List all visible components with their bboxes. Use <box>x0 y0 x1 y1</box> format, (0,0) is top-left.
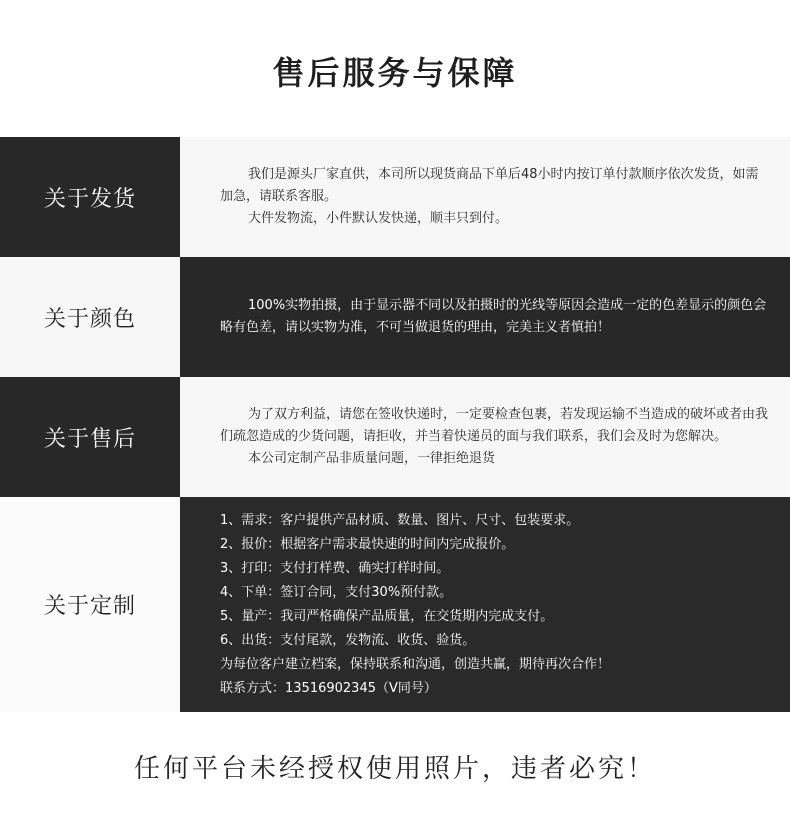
shipping-paragraph: 大件发物流，小件默认发快递，顺丰只到付。 <box>248 211 509 226</box>
section-content-customization <box>180 497 790 712</box>
customization-step: 5、量产：我司严格确保产品质量，在交货期内完成支付。 <box>220 608 554 624</box>
section-shipping <box>0 137 790 257</box>
customization-step: 3、打印：支付打样费、确实打样时间。 <box>220 560 450 576</box>
after-sales-paragraph: 为了双方利益，请您在签收快递时，一定要检查包裹，若发现运输不当造成的破坏或者由我们疏忽造成的少货问题，请拒收，并当着快递员的面与我们联系，我们会及时为您解决。 <box>220 407 769 444</box>
customization-step: 1、需求：客户提供产品材质、数量、图片、尺寸、包装要求。 <box>220 512 580 528</box>
after-sales-paragraph: 本公司定制产品非质量问题，一律拒绝退货 <box>248 451 496 466</box>
color-paragraph: 100%实物拍摄，由于显示器不同以及拍摄时的光线等原因会造成一定的色差显示的颜色会略有色差，请以实物为准，不可当做退货的理由，完美主义者慎拍！ <box>220 298 767 335</box>
customization-step: 2、报价：根据客户需求最快速的时间内完成报价。 <box>220 536 515 552</box>
page-title: 售后服务与保障 <box>272 54 518 92</box>
shipping-paragraph: 我们是源头厂家直供，本司所以现货商品下单后48小时内按订单付款顺序依次发货，如需加急，请联系客服。 <box>220 167 759 204</box>
section-customization <box>0 497 790 712</box>
customization-step: 6、出货：支付尾款，发物流、收货、验货。 <box>220 632 476 648</box>
section-label-after-sales: 关于售后 <box>0 377 180 497</box>
section-after-sales <box>0 377 790 497</box>
section-content-color <box>180 257 790 377</box>
customization-step: 4、下单：签订合同，支付30%预付款。 <box>220 584 453 600</box>
section-label-color: 关于颜色 <box>0 257 180 377</box>
contact-info: 联系方式：13516902345（V同号） <box>220 680 437 696</box>
section-label-shipping: 关于发货 <box>0 137 180 257</box>
customization-note: 为每位客户建立档案，保持联系和沟通，创造共赢，期待再次合作！ <box>220 656 611 672</box>
section-content-shipping <box>180 137 790 257</box>
section-color <box>0 257 790 377</box>
copyright-notice: 任何平台未经授权使用照片，违者必究！ <box>133 754 656 784</box>
section-label-customization: 关于定制 <box>0 497 180 712</box>
section-content-after-sales <box>180 377 790 497</box>
